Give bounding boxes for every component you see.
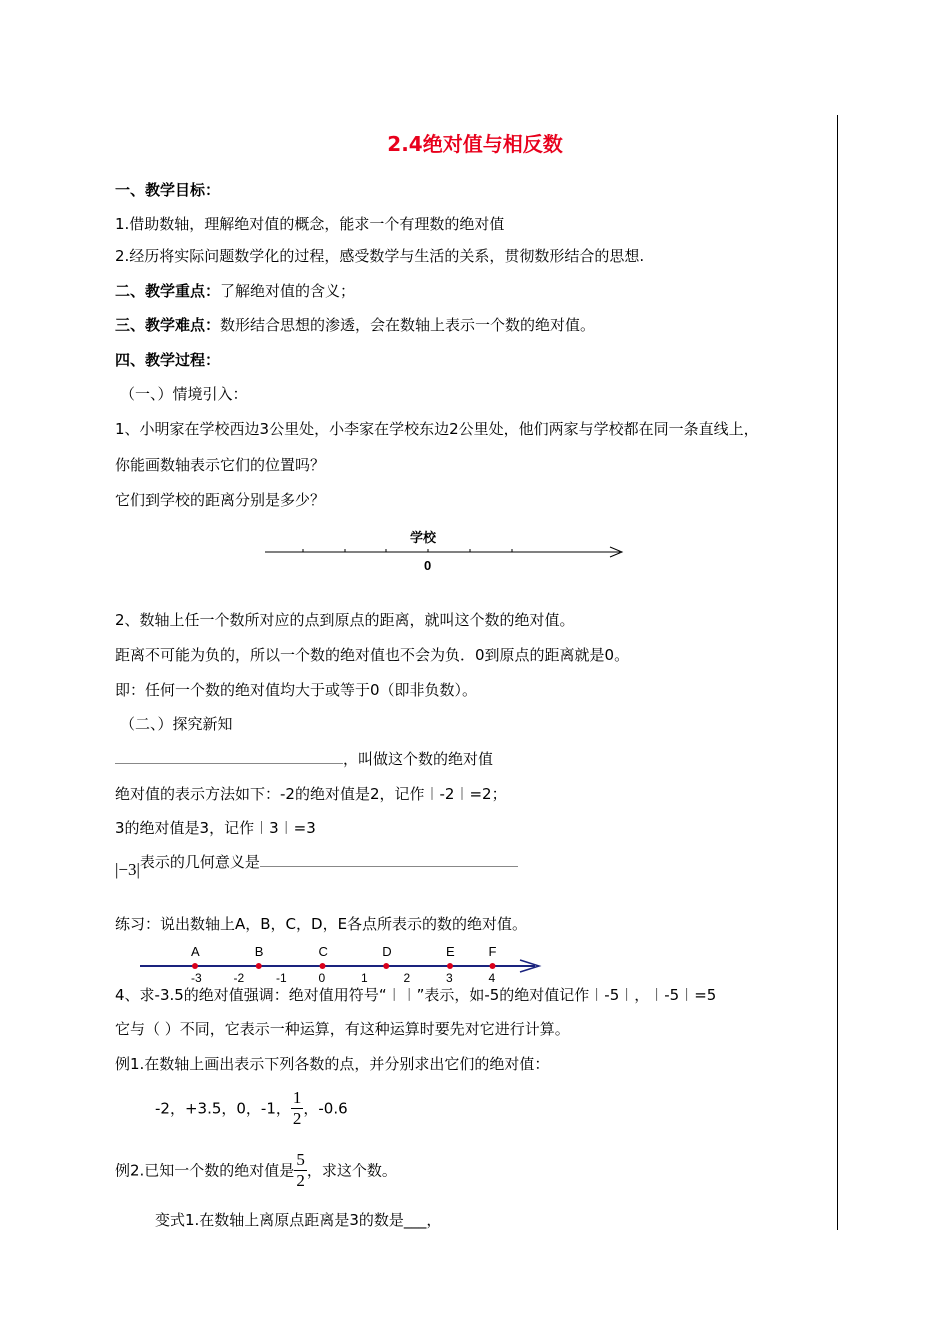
- question-1-line-1: 1、小明家在学校西边3公里处，小李家在学校东边2公里处，他们两家与学校都在同一条直线上，: [115, 420, 759, 438]
- representation-line-1: 绝对值的表示方法如下：-2的绝对值是2，记作︱-2︱=2；: [115, 785, 507, 803]
- tick-label: 4: [488, 971, 496, 985]
- definition-line-1: 2、数轴上任一个数所对应的点到原点的距离，就叫这个数的绝对值。: [115, 611, 575, 629]
- geometric-meaning-blank[interactable]: [260, 852, 518, 867]
- fraction-numerator: 1: [292, 1088, 302, 1107]
- page-title: 2.4绝对值与相反数: [387, 132, 563, 156]
- tick-label: -2: [233, 971, 245, 985]
- point-label: E: [446, 944, 455, 959]
- abs-minus-3-expression: |−3|: [115, 860, 140, 879]
- part2-heading: （二、）探究新知: [120, 715, 233, 733]
- key-point-row: [115, 281, 355, 301]
- example-1-numbers-a: -2，+3.5，0，-1，: [155, 1099, 291, 1118]
- variant-1-question: 变式1.在数轴上离原点距离是3的数是___，: [155, 1211, 442, 1229]
- question-4-line-2: 它与（ ）不同，它表示一种运算，有这种运算时要先对它进行计算。: [115, 1020, 570, 1038]
- tick-label: -3: [191, 971, 202, 985]
- section-heading-key-point: 二、教学重点：: [115, 282, 221, 300]
- example-2-text-a: 例2.已知一个数的绝对值是: [115, 1161, 295, 1180]
- example-1-prompt: 例1.在数轴上画出表示下列各数的点，并分别求出它们的绝对值：: [115, 1055, 550, 1073]
- fraction-one-half: [291, 1088, 304, 1129]
- question-4-line-1: 4、求-3.5的绝对值强调：绝对值用符号“︱︱”表示，如-5的绝对值记作︱-5︱，︱-5︱=5: [115, 986, 717, 1004]
- fraction-denominator: 2: [296, 1171, 305, 1190]
- section-heading-objectives: 一、教学目标：: [115, 181, 221, 199]
- fill-blank-text: ，叫做这个数的绝对值: [343, 750, 494, 768]
- objective-item-2: 2.经历将实际问题数学化的过程，感受数学与生活的关系，贯彻数形结合的思想.: [115, 247, 645, 265]
- point-label: B: [254, 944, 264, 959]
- point-f: [490, 963, 496, 969]
- geometric-meaning-row: [115, 853, 518, 880]
- key-point-text: 了解绝对值的含义；: [220, 282, 356, 300]
- difficulty-row: [115, 315, 595, 335]
- question-1-line-2: 你能画数轴表示它们的位置吗？: [115, 456, 326, 474]
- school-label: 学校: [410, 530, 437, 545]
- difficulty-text: 数形结合思想的渗透，会在数轴上表示一个数的绝对值。: [220, 316, 596, 334]
- section-heading-process: 四、教学过程：: [115, 351, 221, 369]
- tick-label: 1: [361, 971, 368, 985]
- point-label: F: [488, 944, 497, 959]
- objective-item-1: 1.借助数轴，理解绝对值的概念，能求一个有理数的绝对值: [115, 215, 505, 233]
- part1-heading: （一、）情境引入：: [120, 385, 248, 403]
- example-2-line: [115, 1150, 397, 1191]
- question-1-line-3: 它们到学校的距离分别是多少？: [115, 491, 326, 509]
- practice-prompt: 练习：说出数轴上A，B，C，D，E各点所表示的数的绝对值。: [115, 915, 528, 933]
- point-label: C: [318, 944, 328, 959]
- definition-line-3: 即：任何一个数的绝对值均大于或等于0（即非负数）。: [115, 681, 478, 699]
- section-heading-difficulty: 三、教学难点：: [115, 316, 221, 334]
- point-b: [256, 963, 262, 969]
- point-a: [192, 963, 198, 969]
- tick-label: 2: [403, 971, 411, 985]
- point-label: D: [382, 944, 392, 959]
- tick-label: -1: [276, 971, 287, 985]
- representation-line-2: 3的绝对值是3，记作︱3︱=3: [115, 819, 316, 837]
- fill-blank-definition: [115, 749, 493, 769]
- right-margin-rule: [837, 115, 838, 1230]
- tick-label: 0: [318, 971, 326, 985]
- definition-line-2: 距离不可能为负的，所以一个数的绝对值也不会为负．0到原点的距离就是0。: [115, 646, 630, 664]
- point-label: A: [191, 944, 200, 959]
- tick-label: 3: [446, 971, 453, 985]
- point-c: [320, 963, 326, 969]
- fraction-denominator: 2: [292, 1109, 302, 1128]
- point-d: [383, 963, 389, 969]
- point-e: [447, 963, 453, 969]
- fraction-numerator: 5: [296, 1150, 305, 1169]
- example-1-numbers-b: ，-0.6: [303, 1099, 348, 1118]
- fraction-five-halves: [294, 1150, 307, 1191]
- geometric-meaning-text: 表示的几何意义是: [139, 853, 260, 871]
- origin-label: 0: [424, 558, 432, 573]
- answer-blank[interactable]: [115, 749, 343, 764]
- example-2-text-b: ，求这个数。: [306, 1161, 397, 1180]
- example-1-numbers: [155, 1088, 348, 1129]
- school-number-line: [260, 525, 630, 575]
